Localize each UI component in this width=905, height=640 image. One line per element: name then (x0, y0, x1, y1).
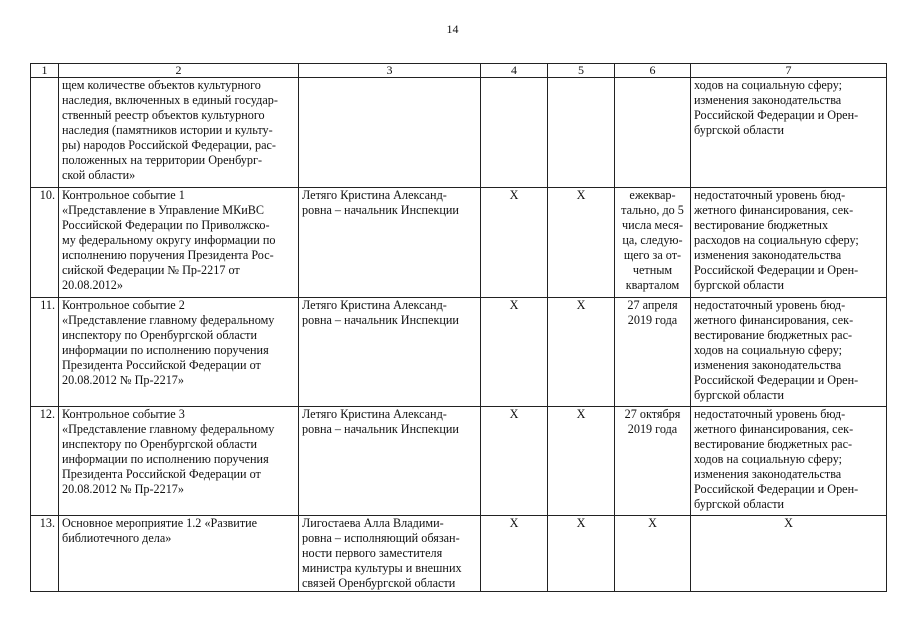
risk-line: Российской Федерации и Орен- (694, 373, 859, 387)
event-line: Контрольное событие 1 (62, 188, 185, 202)
risk-line: жетного финансирования, сек- (694, 313, 854, 327)
responsible-line: Летяго Кристина Александ- (302, 188, 447, 202)
event-line: Российской Федерации по Приволжско- (62, 218, 270, 232)
header-row (31, 64, 887, 78)
risk-line: жетного финансирования, сек- (694, 203, 854, 217)
header-cell: 5 (548, 64, 615, 78)
risk-line: изменения законодательства (694, 248, 842, 262)
risk-cell (691, 407, 887, 516)
table-row (31, 78, 887, 188)
risk-cell (691, 78, 887, 188)
event-line: му федеральному округу информации по (62, 233, 276, 247)
responsible-cell (299, 516, 481, 592)
column-4-cell: Х (481, 407, 548, 516)
risk-line: жетного финансирования, сек- (694, 422, 854, 436)
event-line: инспектору по Оренбургской области (62, 328, 258, 342)
risk-line: бургской области (694, 497, 785, 511)
deadline-line: 2019 года (627, 313, 678, 327)
risk-line: вестирование бюджетных (694, 218, 829, 232)
risk-line: ходов на социальную сферу; (694, 343, 843, 357)
event-line: библиотечного дела» (62, 531, 172, 545)
risk-cell (691, 298, 887, 407)
risk-line: изменения законодательства (694, 358, 842, 372)
event-line: 20.08.2012» (62, 278, 123, 292)
row-number (31, 78, 59, 188)
deadline-line: Х (648, 516, 657, 530)
column-5-cell: Х (548, 188, 615, 298)
table-row (31, 188, 887, 298)
deadline-line: тально, до 5 (621, 203, 684, 217)
event-line: Президента Российской Федерации от (62, 358, 261, 372)
responsible-line: Лигостаева Алла Владими- (302, 516, 444, 530)
table-row (31, 298, 887, 407)
responsible-line: Летяго Кристина Александ- (302, 407, 447, 421)
risk-line: ходов на социальную сферу; (694, 452, 843, 466)
table-body (31, 78, 887, 592)
event-line: Контрольное событие 3 (62, 407, 185, 421)
risk-line: недостаточный уровень бюд- (694, 188, 846, 202)
risk-line: Российской Федерации и Орен- (694, 263, 859, 277)
deadline-line: 27 апреля (627, 298, 678, 312)
responsible-line: связей Оренбургской области (302, 576, 456, 590)
event-line: исполнению поручения Президента Рос- (62, 248, 274, 262)
risk-line: недостаточный уровень бюд- (694, 298, 846, 312)
deadline-line: 27 октября (624, 407, 681, 421)
header-cell: 2 (59, 64, 299, 78)
event-cell (59, 516, 299, 592)
event-line: информации по исполнению поручения (62, 343, 269, 357)
risk-line: бургской области (694, 278, 785, 292)
event-line: ры) народов Российской Федерации, рас- (62, 138, 276, 152)
event-cell (59, 407, 299, 516)
risk-cell (691, 516, 887, 592)
event-cell (59, 78, 299, 188)
responsible-cell (299, 298, 481, 407)
deadline-line: числа меся- (621, 218, 684, 232)
deadline-line: четным (632, 263, 673, 277)
event-line: наследия, включенных в единый государ- (62, 93, 278, 107)
column-5-cell: Х (548, 407, 615, 516)
deadline-line: кварталом (625, 278, 680, 292)
risk-line: расходов на социальную сферу; (694, 233, 859, 247)
event-cell (59, 298, 299, 407)
event-line: ской области» (62, 168, 136, 182)
header-cell: 4 (481, 64, 548, 78)
event-line: щем количестве объектов культурного (62, 78, 261, 92)
deadline-line: щего за от- (623, 248, 682, 262)
header-cell: 7 (691, 64, 887, 78)
event-line: 20.08.2012 № Пр-2217» (62, 373, 184, 387)
event-line: ственный реестр объектов культурного (62, 108, 265, 122)
deadline-cell (615, 188, 691, 298)
table-row (31, 516, 887, 592)
event-line: наследия (памятников истории и культу- (62, 123, 273, 137)
deadline-cell (615, 516, 691, 592)
column-5-cell: Х (548, 298, 615, 407)
risk-line: Х (784, 516, 793, 530)
event-line: Президента Российской Федерации от (62, 467, 261, 481)
event-line: «Представление главному федеральному (62, 422, 275, 436)
responsible-line: ровна – начальник Инспекции (302, 313, 459, 327)
event-line: 20.08.2012 № Пр-2217» (62, 482, 184, 496)
risk-line: вестирование бюджетных рас- (694, 437, 853, 451)
header-cell: 3 (299, 64, 481, 78)
risk-line: бургской области (694, 123, 785, 137)
responsible-cell (299, 78, 481, 188)
risk-line: недостаточный уровень бюд- (694, 407, 846, 421)
risk-line: Российской Федерации и Орен- (694, 482, 859, 496)
deadline-line: 2019 года (627, 422, 678, 436)
deadline-cell (615, 407, 691, 516)
event-line: инспектору по Оренбургской области (62, 437, 258, 451)
risk-line: вестирование бюджетных рас- (694, 328, 853, 342)
row-number: 11. (31, 298, 59, 407)
risk-line: ходов на социальную сферу; (694, 78, 843, 92)
risk-cell (691, 188, 887, 298)
column-5-cell: Х (548, 516, 615, 592)
column-4-cell (481, 78, 548, 188)
column-4-cell: Х (481, 188, 548, 298)
event-line: Контрольное событие 2 (62, 298, 185, 312)
deadline-cell (615, 78, 691, 188)
deadline-line: ежеквар- (629, 188, 676, 202)
row-number: 12. (31, 407, 59, 516)
risk-line: изменения законодательства (694, 93, 842, 107)
risk-line: бургской области (694, 388, 785, 402)
responsible-cell (299, 407, 481, 516)
event-line: «Представление в Управление МКиВС (62, 203, 265, 217)
header-cell: 1 (31, 64, 59, 78)
responsible-line: ности первого заместителя (302, 546, 443, 560)
responsible-line: Летяго Кристина Александ- (302, 298, 447, 312)
responsible-line: ровна – исполняющий обязан- (302, 531, 460, 545)
column-5-cell (548, 78, 615, 188)
plan-table (30, 63, 887, 592)
event-line: положенных на территории Оренбург- (62, 153, 263, 167)
responsible-cell (299, 188, 481, 298)
column-4-cell: Х (481, 298, 548, 407)
column-4-cell: Х (481, 516, 548, 592)
row-number: 13. (31, 516, 59, 592)
deadline-cell (615, 298, 691, 407)
responsible-line: ровна – начальник Инспекции (302, 422, 459, 436)
event-cell (59, 188, 299, 298)
risk-line: Российской Федерации и Орен- (694, 108, 859, 122)
event-line: информации по исполнению поручения (62, 452, 269, 466)
header-cell: 6 (615, 64, 691, 78)
deadline-line: ца, следую- (622, 233, 683, 247)
event-line: «Представление главному федеральному (62, 313, 275, 327)
page-number: 14 (446, 22, 459, 36)
event-line: сийской Федерации № Пр-2217 от (62, 263, 240, 277)
row-number: 10. (31, 188, 59, 298)
responsible-line: ровна – начальник Инспекции (302, 203, 459, 217)
responsible-line: министра культуры и внешних (302, 561, 462, 575)
risk-line: изменения законодательства (694, 467, 842, 481)
event-line: Основное мероприятие 1.2 «Развитие (62, 516, 258, 530)
table-row (31, 407, 887, 516)
